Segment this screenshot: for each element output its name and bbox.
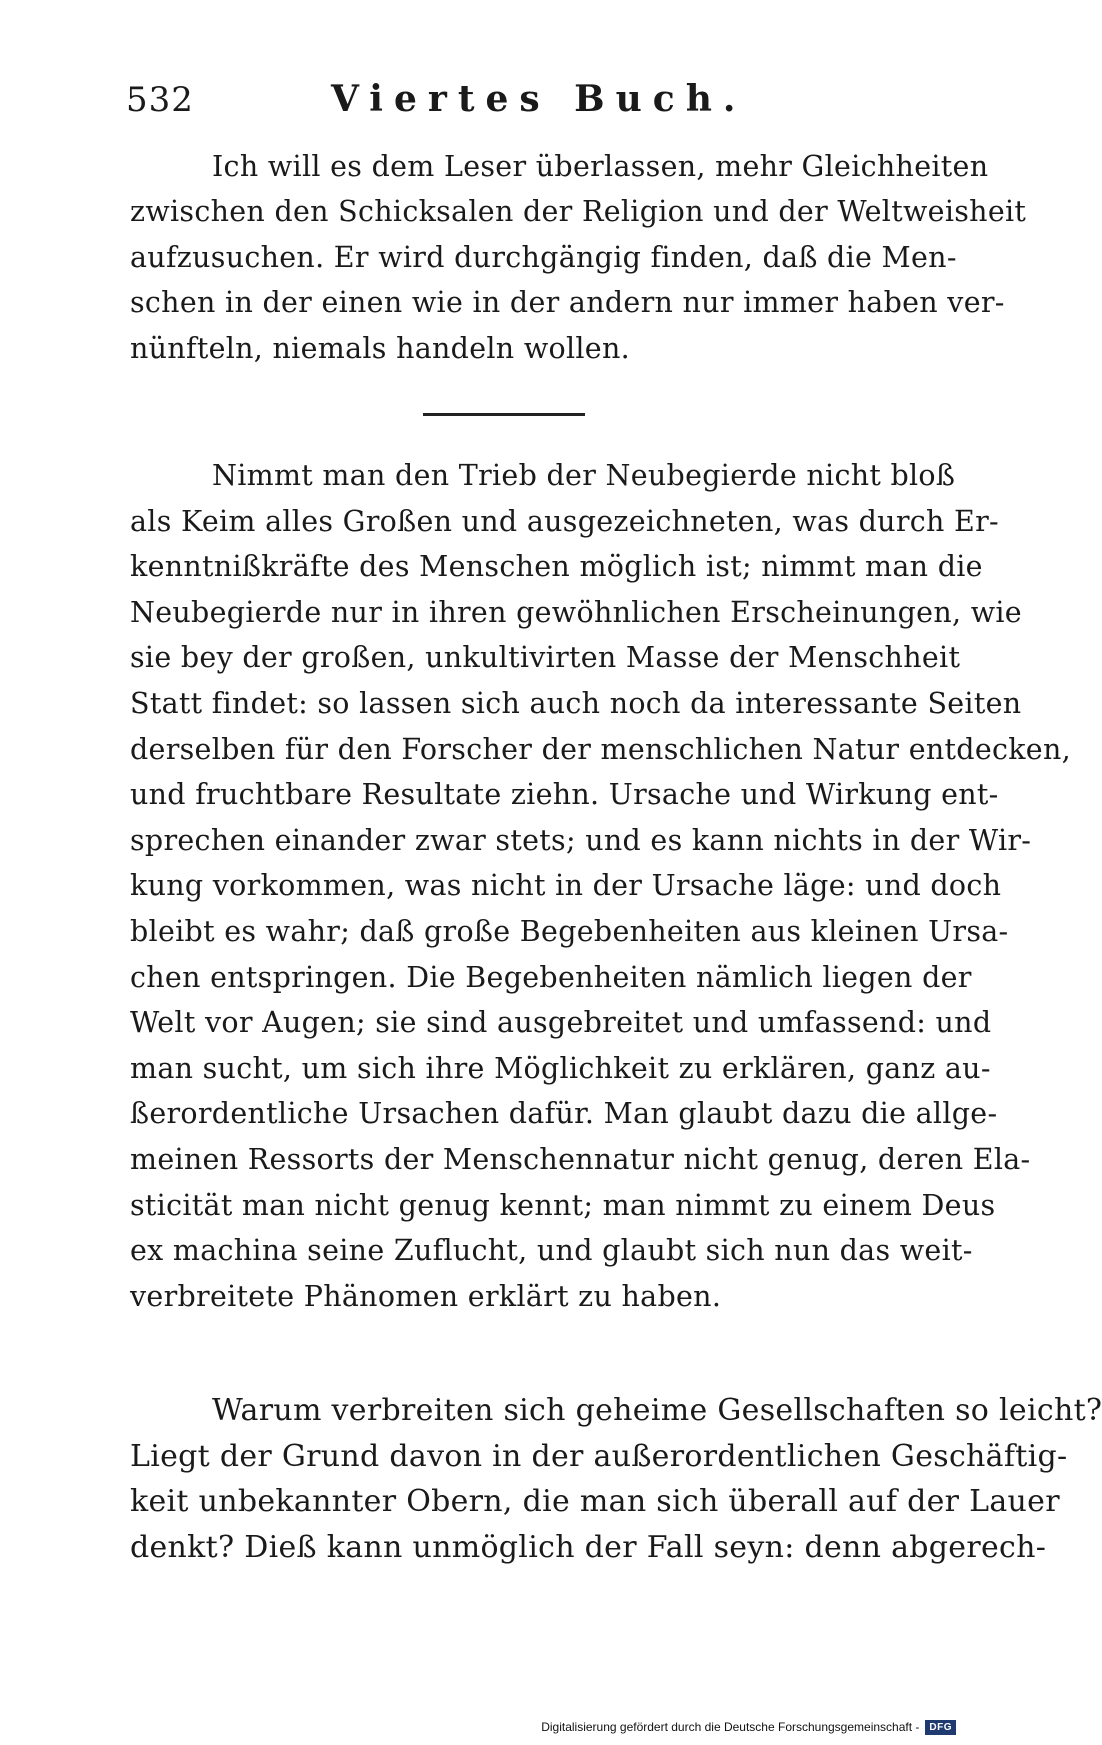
text-line: schen in der einen wie in der andern nur immer haben ver-: [130, 286, 1005, 320]
dfg-logo: DFG: [925, 1720, 956, 1735]
page-header: [126, 74, 886, 124]
text-line: kenntnißkräfte des Menschen möglich ist; nimmt man die: [130, 550, 983, 584]
text-line: meinen Ressorts der Menschennatur nicht genug, deren Ela-: [130, 1142, 1031, 1176]
text-line: aufzusuchen. Er wird durchgängig finden, daß die Men-: [130, 240, 957, 274]
text-line: nünfteln, niemals handeln wollen.: [130, 331, 630, 365]
digitization-credit: [541, 1717, 956, 1737]
text-line: Neubegierde nur in ihren gewöhnlichen Erscheinungen, wie: [130, 595, 1022, 629]
text-line: sprechen einander zwar stets; und es kann nichts in der Wir-: [130, 823, 1032, 857]
text-line: als Keim alles Großen und ausgezeichneten, was durch Er-: [130, 504, 999, 538]
text-line: denkt? Dieß kann unmöglich der Fall seyn: denn abgerech-: [130, 1529, 1047, 1565]
paragraph-1: [130, 144, 1027, 371]
running-head: Viertes Buch.: [331, 78, 747, 120]
text-line: kung vorkommen, was nicht in der Ursache läge: und doch: [130, 869, 1002, 903]
text-line: Warum verbreiten sich geheime Gesellschaften so leicht?: [212, 1393, 1102, 1428]
text-line: man sucht, um sich ihre Möglichkeit zu erklären, ganz au-: [130, 1051, 991, 1085]
text-line: verbreitete Phänomen erklärt zu haben.: [130, 1279, 722, 1313]
credit-text: Digitalisierung gefördert durch die Deutsche Forschungsgemeinschaft -: [541, 1720, 920, 1734]
section-divider: [423, 413, 585, 416]
text-line: Statt findet: so lassen sich auch noch da interessante Seiten: [130, 686, 1022, 720]
page-number: 532: [126, 80, 194, 120]
text-line: bleibt es wahr; daß große Begebenheiten aus kleinen Ursa-: [130, 914, 1009, 948]
text-line: Nimmt man den Trieb der Neubegierde nicht bloß: [212, 459, 956, 492]
text-line: sie bey der großen, unkultivirten Masse der Menschheit: [130, 641, 961, 675]
paragraph-2: [130, 453, 1071, 1319]
text-line: derselben für den Forscher der menschlichen Natur entdecken,: [130, 732, 1071, 766]
text-line: Ich will es dem Leser überlassen, mehr Gleichheiten: [212, 150, 989, 183]
text-line: chen entspringen. Die Begebenheiten nämlich liegen der: [130, 960, 972, 994]
text-line: zwischen den Schicksalen der Religion und der Weltweisheit: [130, 195, 1027, 229]
text-line: und fruchtbare Resultate ziehn. Ursache und Wirkung ent-: [130, 778, 999, 812]
paragraph-3: [130, 1388, 1102, 1570]
text-line: ex machina seine Zuflucht, und glaubt sich nun das weit-: [130, 1234, 973, 1268]
text-line: sticität man nicht genug kennt; man nimmt zu einem Deus: [130, 1188, 996, 1222]
text-line: Welt vor Augen; sie sind ausgebreitet und umfassend: und: [130, 1006, 992, 1040]
text-line: keit unbekannter Obern, die man sich überall auf der Lauer: [130, 1484, 1060, 1519]
text-line: ßerordentliche Ursachen dafür. Man glaubt dazu die allge-: [130, 1097, 998, 1131]
text-line: Liegt der Grund davon in der außerordentlichen Geschäftig-: [130, 1438, 1068, 1474]
